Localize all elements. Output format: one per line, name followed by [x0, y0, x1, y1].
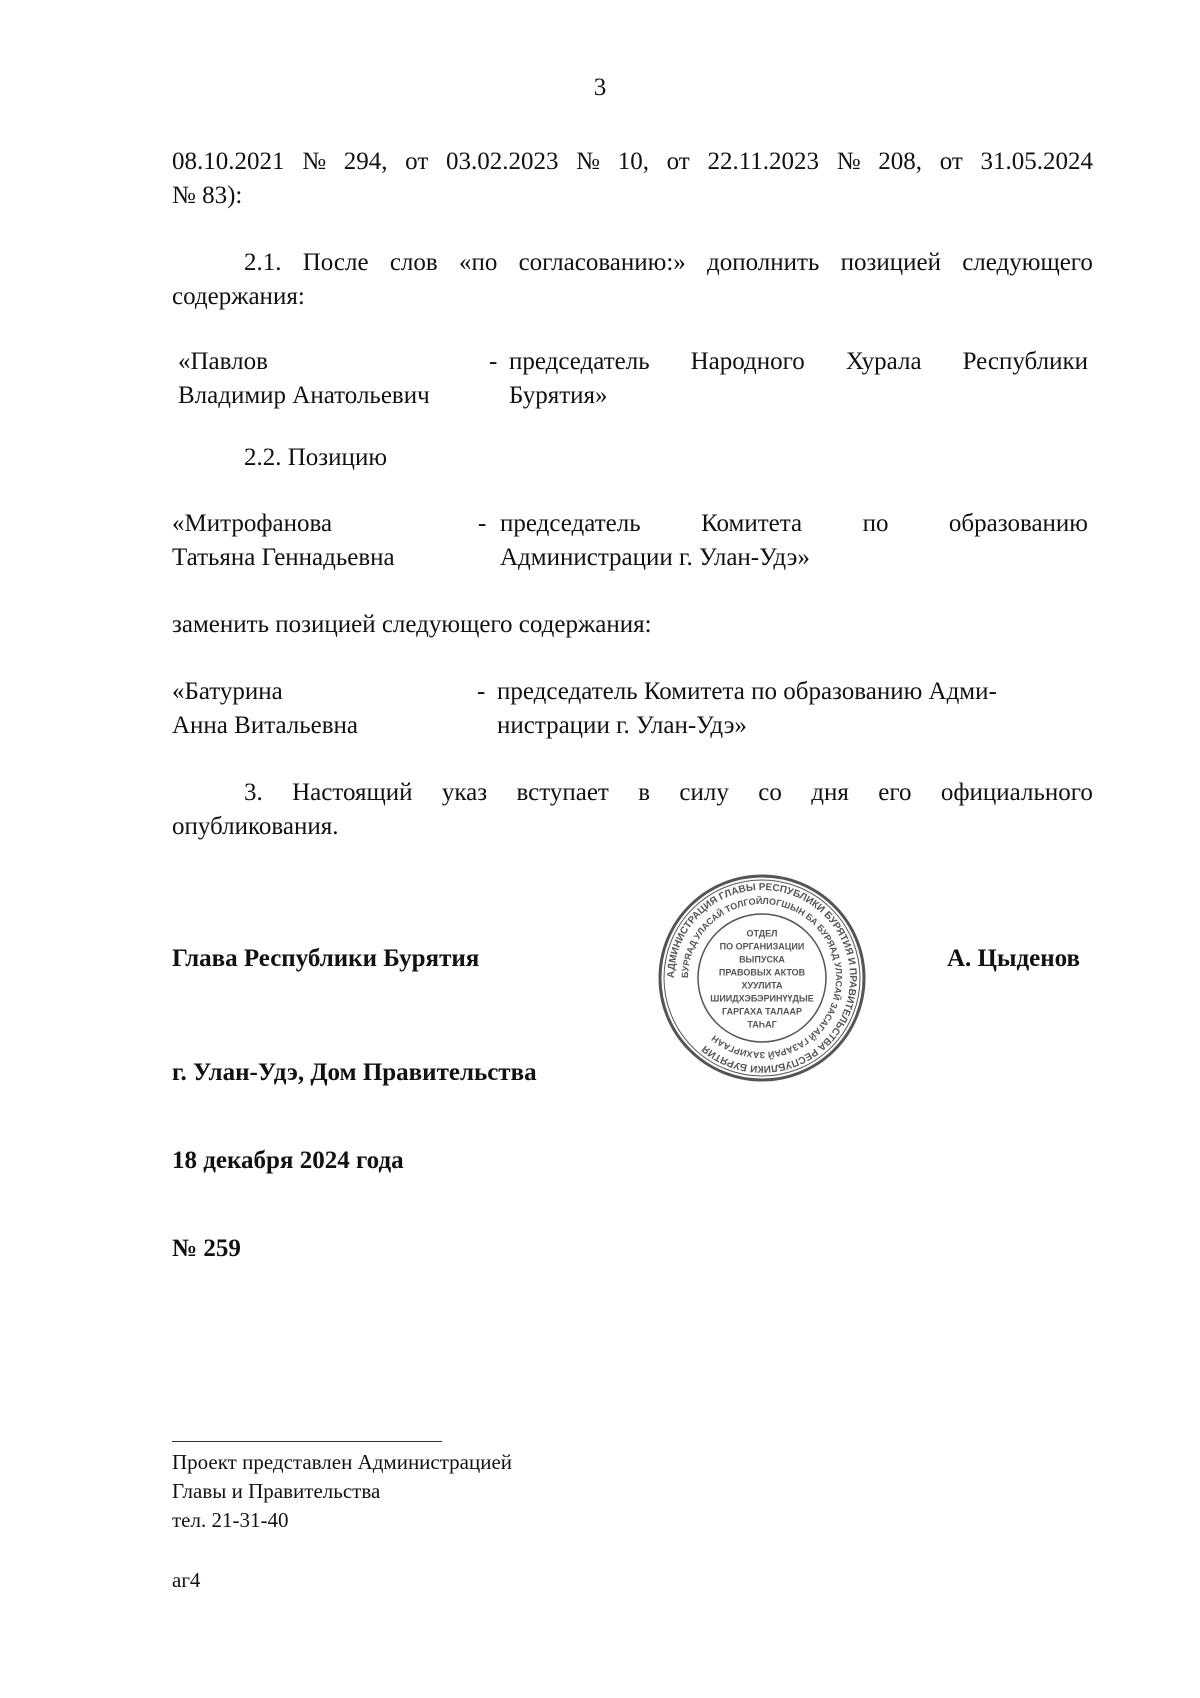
mitrofanova-name-2: Татьяна Геннадьевна [172, 544, 395, 571]
word: от [939, 148, 963, 175]
word: «по [458, 249, 498, 276]
signature-title: Глава Республики Бурятия [172, 945, 480, 972]
stamp-inner-line: ПО ОРГАНИЗАЦИИ [719, 941, 805, 952]
word: в [638, 779, 651, 806]
mitrofanova-name-1: «Митрофанова [172, 510, 333, 537]
mitrofanova-role-2: Администрации г. Улан-Удэ» [500, 544, 810, 571]
date: 18 декабря 2024 года [172, 1147, 404, 1174]
stamp-ring-text: АДМИНИСТРАЦИЯ ГЛАВЫ РЕСПУБЛИКИ БУРЯТИЯ И ПРАВИТЕЛЬСТВА РЕСПУБЛИКИ БУРЯТИЯ [665, 881, 859, 1075]
stamp-inner-line: ОТДЕЛ [746, 928, 778, 939]
pavlov-role-2: Бурятия» [509, 382, 608, 409]
stamp-inner-line: ШИИДХЭБЭРИНҮҮДЫЕ [710, 993, 814, 1004]
footer-line-2: Главы и Правительства [172, 1479, 381, 1503]
word: Хурала [845, 348, 922, 375]
word: 31.05.2024 [980, 148, 1093, 175]
word: 2.1. [244, 249, 282, 276]
word: по [862, 510, 889, 537]
signature-name: А. Цыденов [947, 945, 1081, 972]
word: 208, [878, 148, 922, 175]
stamp-inner-line: ХУУЛИТА [741, 980, 783, 991]
intro-line-1 [172, 145, 1093, 179]
word: следующего [962, 249, 1093, 276]
word: Настоящий [292, 779, 413, 806]
footer-code: аг4 [172, 1568, 201, 1592]
pavlov-name-2: Владимир Анатольевич [178, 382, 430, 409]
item-2-2: 2.2. Позицию [244, 444, 387, 471]
stamp-inner-line: ГАРГАХА ТАЛААР [722, 1006, 802, 1017]
place: г. Улан-Удэ, Дом Правительства [172, 1059, 537, 1086]
pavlov-dash: - [489, 348, 498, 375]
footer-line-3: тел. 21-31-40 [172, 1508, 289, 1532]
stamp-inner-line: ТАҺАГ [747, 1019, 777, 1030]
word: После [302, 249, 369, 276]
pavlov-role-1 [509, 345, 1088, 379]
footer-divider [172, 1441, 442, 1442]
word: позицией [840, 249, 941, 276]
baturina-role-1: председатель Комитета по образованию Адми- [497, 678, 997, 705]
baturina-role-2: нистрации г. Улан-Удэ» [497, 712, 747, 739]
word: от [405, 148, 429, 175]
item-2-1-line-2: содержания: [172, 283, 305, 310]
word: 03.02.2023 [445, 148, 559, 175]
baturina-name-1: «Батурина [172, 678, 283, 705]
item-3-line-2: опубликования. [172, 813, 339, 840]
document-number: № 259 [172, 1235, 241, 1262]
baturina-dash: - [477, 678, 486, 705]
word: № [576, 148, 601, 175]
mitrofanova-role-1 [500, 507, 1088, 541]
word: его [878, 779, 912, 806]
word: вступает [516, 779, 609, 806]
word: дня [811, 779, 849, 806]
stamp-ring-text-inner: БУРЯАД УЛАСАЙ ТОЛГОЙЛОГШЫН БА БУРЯАД УЛАСАЙ ЗАСАГАЙ ГАЗАРАЙ ЗАХИРГААН [679, 895, 845, 1061]
word: Республики [962, 348, 1088, 375]
word: образованию [948, 510, 1088, 537]
word: 22.11.2023 [707, 148, 820, 175]
stamp-inner-text [710, 929, 813, 1030]
word: 10, [617, 148, 649, 175]
word: 08.10.2021 [172, 148, 285, 175]
word: согласованию:» [518, 249, 686, 276]
pavlov-name-1: «Павлов [178, 348, 268, 375]
word: № [836, 148, 861, 175]
footer-line-1: Проект представлен Администрацией [172, 1450, 513, 1474]
word: дополнить [707, 249, 820, 276]
word: силу [679, 779, 729, 806]
baturina-name-2: Анна Витальевна [172, 712, 359, 739]
intro-line-2: № 83): [172, 182, 243, 209]
word: слов [389, 249, 438, 276]
word: Комитета [701, 510, 803, 537]
replace-text: заменить позицией следующего содержания: [172, 611, 652, 638]
word: со [758, 779, 782, 806]
word: № [302, 148, 327, 175]
stamp-outer-ring [660, 876, 864, 1080]
word: Народного [690, 348, 805, 375]
page-number: 3 [593, 74, 607, 101]
item-2-1-line-1 [244, 246, 1093, 280]
stamp-seal-icon [656, 872, 868, 1084]
stamp-inner-line: ПРАВОВЫХ АКТОВ [718, 967, 806, 978]
item-3-line-1 [244, 776, 1093, 810]
word: председатель [509, 348, 650, 375]
stamp-outer-ring-thin [664, 880, 860, 1076]
word: 3. [244, 779, 263, 806]
mitrofanova-dash: - [478, 510, 487, 537]
word: председатель [500, 510, 641, 537]
official-stamp [656, 872, 868, 1084]
word: от [666, 148, 690, 175]
stamp-inner-line: ВЫПУСКА [739, 954, 785, 965]
word: указ [441, 779, 488, 806]
word: официального [940, 779, 1093, 806]
word: 294, [343, 148, 388, 175]
